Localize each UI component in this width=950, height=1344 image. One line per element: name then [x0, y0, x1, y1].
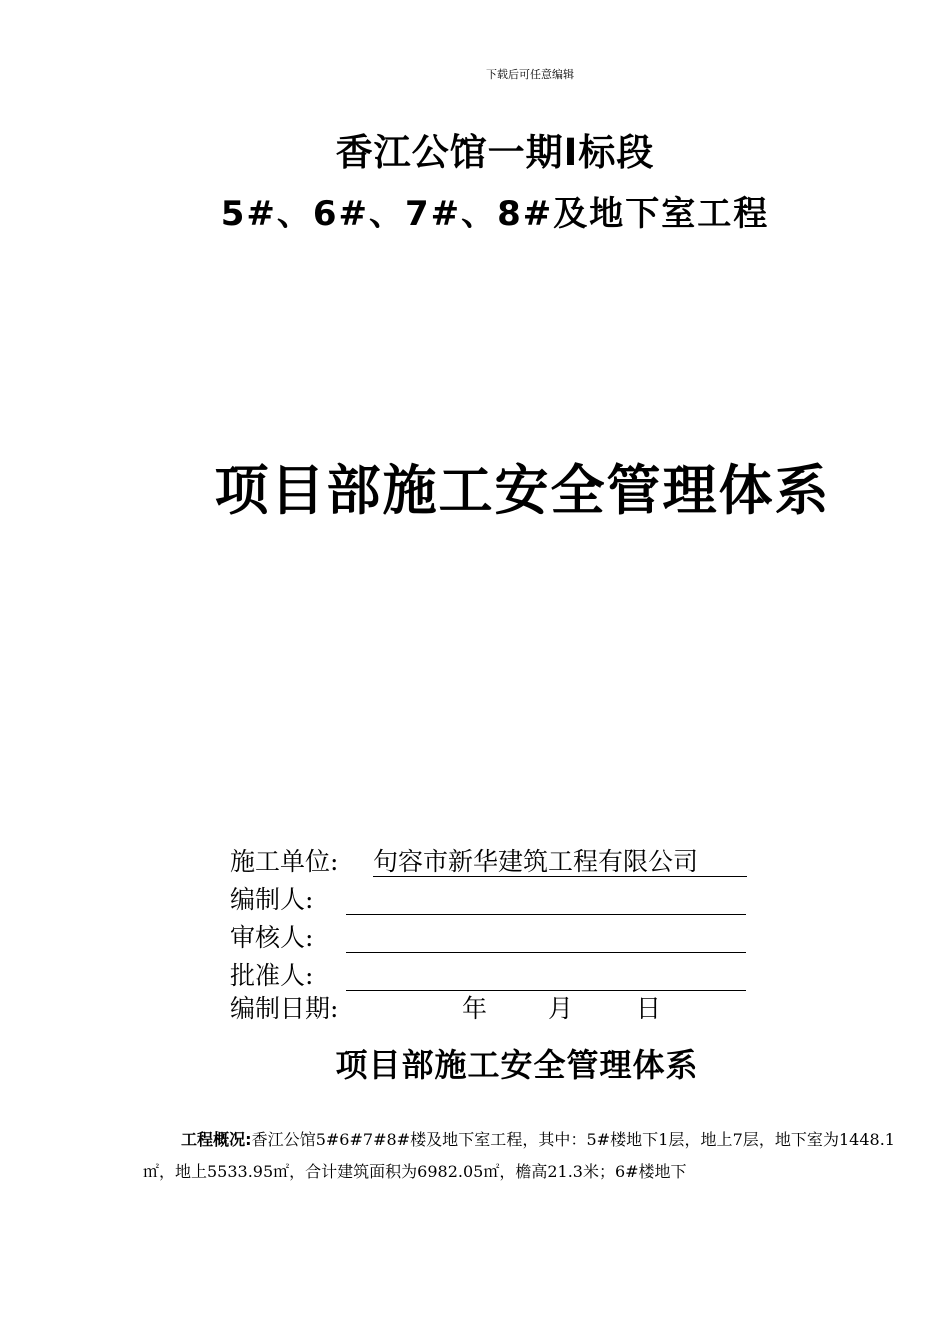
month-label: 月 — [548, 994, 574, 1023]
reviewer-row — [230, 922, 313, 954]
reviewer-value-line — [346, 922, 746, 953]
overview-text: 香江公馆5#6#7#8#楼及地下室工程，其中：5#楼地下1层，地上7层，地下室为1448.1㎡，地上5533.95㎡，合计建筑面积为6982.05㎡，檐高21.3米；6#楼地下 — [143, 1130, 895, 1181]
main-title: 项目部施工安全管理体系 — [214, 459, 831, 522]
contractor-value: 句容市新华建筑工程有限公司 — [373, 846, 747, 877]
compiler-row — [230, 884, 313, 916]
project-title-line2: 5#、6#、7#、8#及地下室工程 — [220, 194, 770, 234]
header-note: 下载后可任意编辑 — [486, 68, 574, 81]
approver-value-line — [346, 960, 746, 991]
day-label: 日 — [636, 994, 662, 1023]
compiler-value-line — [346, 884, 746, 915]
year-label: 年 — [462, 994, 488, 1023]
overview-label: 工程概况: — [181, 1130, 252, 1149]
contractor-label: 施工单位: — [230, 847, 339, 876]
reviewer-label: 审核人: — [230, 923, 314, 952]
date-label: 编制日期: — [230, 994, 339, 1023]
overview-paragraph — [143, 1124, 895, 1188]
approver-label: 批准人: — [230, 961, 314, 990]
approver-row — [230, 960, 313, 992]
project-title-line1: 香江公馆一期Ⅰ标段 — [335, 131, 655, 174]
contractor-row — [230, 846, 699, 878]
compiler-label: 编制人: — [230, 885, 314, 914]
section-title: 项目部施工安全管理体系 — [335, 1046, 699, 1084]
